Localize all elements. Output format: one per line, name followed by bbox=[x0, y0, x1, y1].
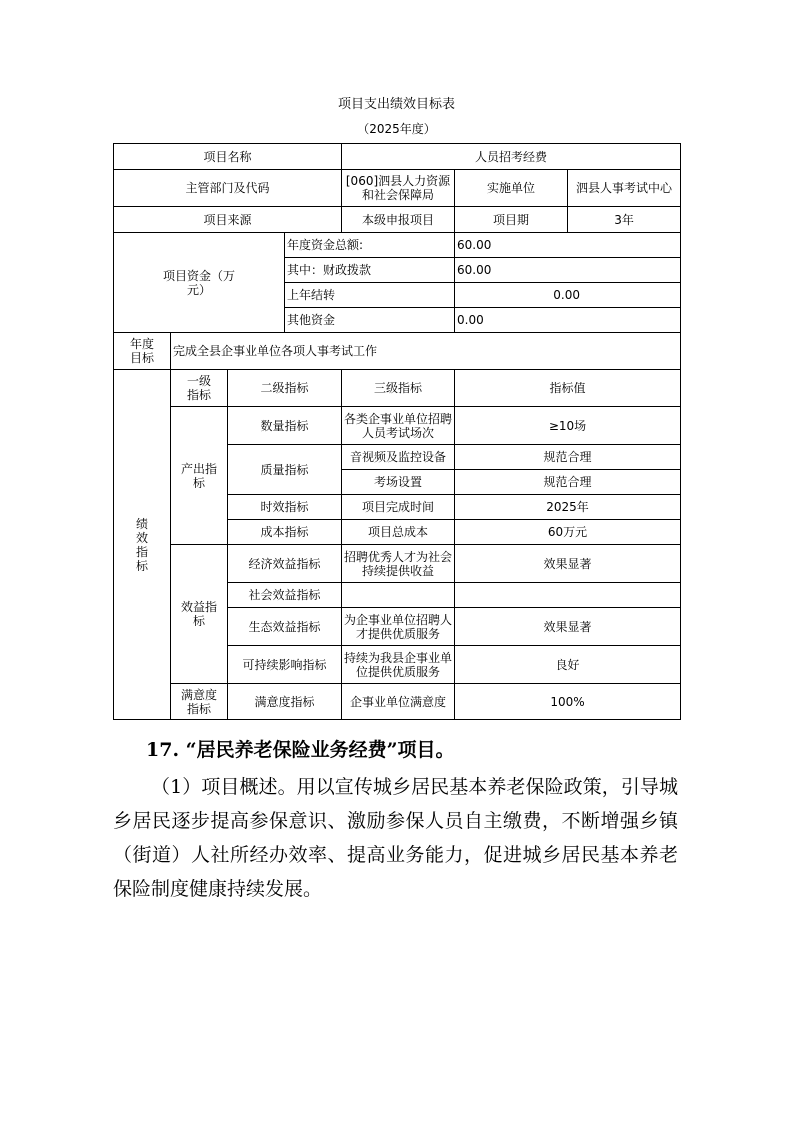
row-value bbox=[455, 583, 681, 608]
head-level1: 一级指标 bbox=[171, 370, 228, 407]
satisfaction-label: 满意度指标 bbox=[171, 684, 228, 720]
row-level3: 项目完成时间 bbox=[342, 495, 455, 520]
row-value: 效果显著 bbox=[455, 608, 681, 646]
row-level3: 为企事业单位招聘人才提供优质服务 bbox=[342, 608, 455, 646]
table-row bbox=[114, 233, 681, 258]
dept-label: 主管部门及代码 bbox=[114, 170, 342, 207]
row-level2: 成本指标 bbox=[228, 520, 342, 545]
other-value: 0.00 bbox=[455, 308, 681, 333]
fiscal-value: 60.00 bbox=[455, 258, 681, 283]
table-row bbox=[114, 170, 681, 207]
source-value: 本级申报项目 bbox=[342, 207, 455, 233]
head-level3: 三级指标 bbox=[342, 370, 455, 407]
row-level3: 招聘优秀人才为社会持续提供收益 bbox=[342, 545, 455, 583]
period-label: 项目期 bbox=[455, 207, 568, 233]
row-level3: 音视频及监控设备 bbox=[342, 445, 455, 470]
table-row bbox=[114, 144, 681, 170]
dept-value: [060]泗县人力资源和社会保障局 bbox=[342, 170, 455, 207]
row-level3 bbox=[342, 583, 455, 608]
row-level2: 经济效益指标 bbox=[228, 545, 342, 583]
impl-value: 泗县人事考试中心 bbox=[568, 170, 681, 207]
table-year: （2025年度） bbox=[357, 122, 436, 136]
head-value: 指标值 bbox=[455, 370, 681, 407]
source-label: 项目来源 bbox=[114, 207, 342, 233]
row-level3: 考场设置 bbox=[342, 470, 455, 495]
table-row bbox=[114, 545, 681, 583]
row-level2: 社会效益指标 bbox=[228, 583, 342, 608]
head-level2: 二级指标 bbox=[228, 370, 342, 407]
output-label: 产出指标 bbox=[171, 407, 228, 545]
row-level2: 满意度指标 bbox=[228, 684, 342, 720]
row-level2: 数量指标 bbox=[228, 407, 342, 445]
benefit-label: 效益指标 bbox=[171, 545, 228, 684]
row-value: 2025年 bbox=[455, 495, 681, 520]
table-title: 项目支出绩效目标表 bbox=[337, 97, 455, 112]
row-level3: 持续为我县企事业单位提供优质服务 bbox=[342, 646, 455, 684]
period-value: 3年 bbox=[568, 207, 681, 233]
row-value: 良好 bbox=[455, 646, 681, 684]
row-level2: 生态效益指标 bbox=[228, 608, 342, 646]
indicators-label: 绩效指标 bbox=[114, 370, 171, 720]
project-name-label: 项目名称 bbox=[114, 144, 342, 170]
row-value: 效果显著 bbox=[455, 545, 681, 583]
row-value: 规范合理 bbox=[455, 470, 681, 495]
paragraph-text: （1）项目概述。用以宣传城乡居民基本养老保险政策，引导城乡居民逐步提高参保意识、激励参保人员自主缴费，不断增强乡镇（街道）人社所经办效率、提高业务能力，促进城乡居民基本养老保险制度健康持续发展。 bbox=[113, 776, 678, 900]
table-row bbox=[114, 207, 681, 233]
impl-label: 实施单位 bbox=[455, 170, 568, 207]
row-level3: 项目总成本 bbox=[342, 520, 455, 545]
row-value: ≥10场 bbox=[455, 407, 681, 445]
performance-table bbox=[113, 143, 681, 720]
row-value: 规范合理 bbox=[455, 445, 681, 470]
other-label: 其他资金 bbox=[285, 308, 455, 333]
section-paragraph bbox=[113, 770, 678, 906]
funds-label: 项目资金（万元） bbox=[114, 233, 285, 333]
goal-text: 完成全县企事业单位各项人事考试工作 bbox=[171, 333, 681, 370]
row-level2: 时效指标 bbox=[228, 495, 342, 520]
table-row bbox=[114, 333, 681, 370]
goal-label: 年度目标 bbox=[114, 333, 171, 370]
carry-label: 上年结转 bbox=[285, 283, 455, 308]
fiscal-label: 其中：财政拨款 bbox=[285, 258, 455, 283]
project-name-value: 人员招考经费 bbox=[342, 144, 681, 170]
row-level3: 企事业单位满意度 bbox=[342, 684, 455, 720]
table-row bbox=[114, 407, 681, 445]
row-level2: 质量指标 bbox=[228, 445, 342, 495]
carry-value: 0.00 bbox=[455, 283, 681, 308]
row-level3: 各类企事业单位招聘人员考试场次 bbox=[342, 407, 455, 445]
row-value: 60万元 bbox=[455, 520, 681, 545]
table-row bbox=[114, 684, 681, 720]
row-value: 100% bbox=[455, 684, 681, 720]
total-label: 年度资金总额: bbox=[285, 233, 455, 258]
row-level2: 可持续影响指标 bbox=[228, 646, 342, 684]
table-row bbox=[114, 370, 681, 407]
total-value: 60.00 bbox=[455, 233, 681, 258]
section-heading: 17. “居民养老保险业务经费”项目。 bbox=[146, 739, 455, 761]
